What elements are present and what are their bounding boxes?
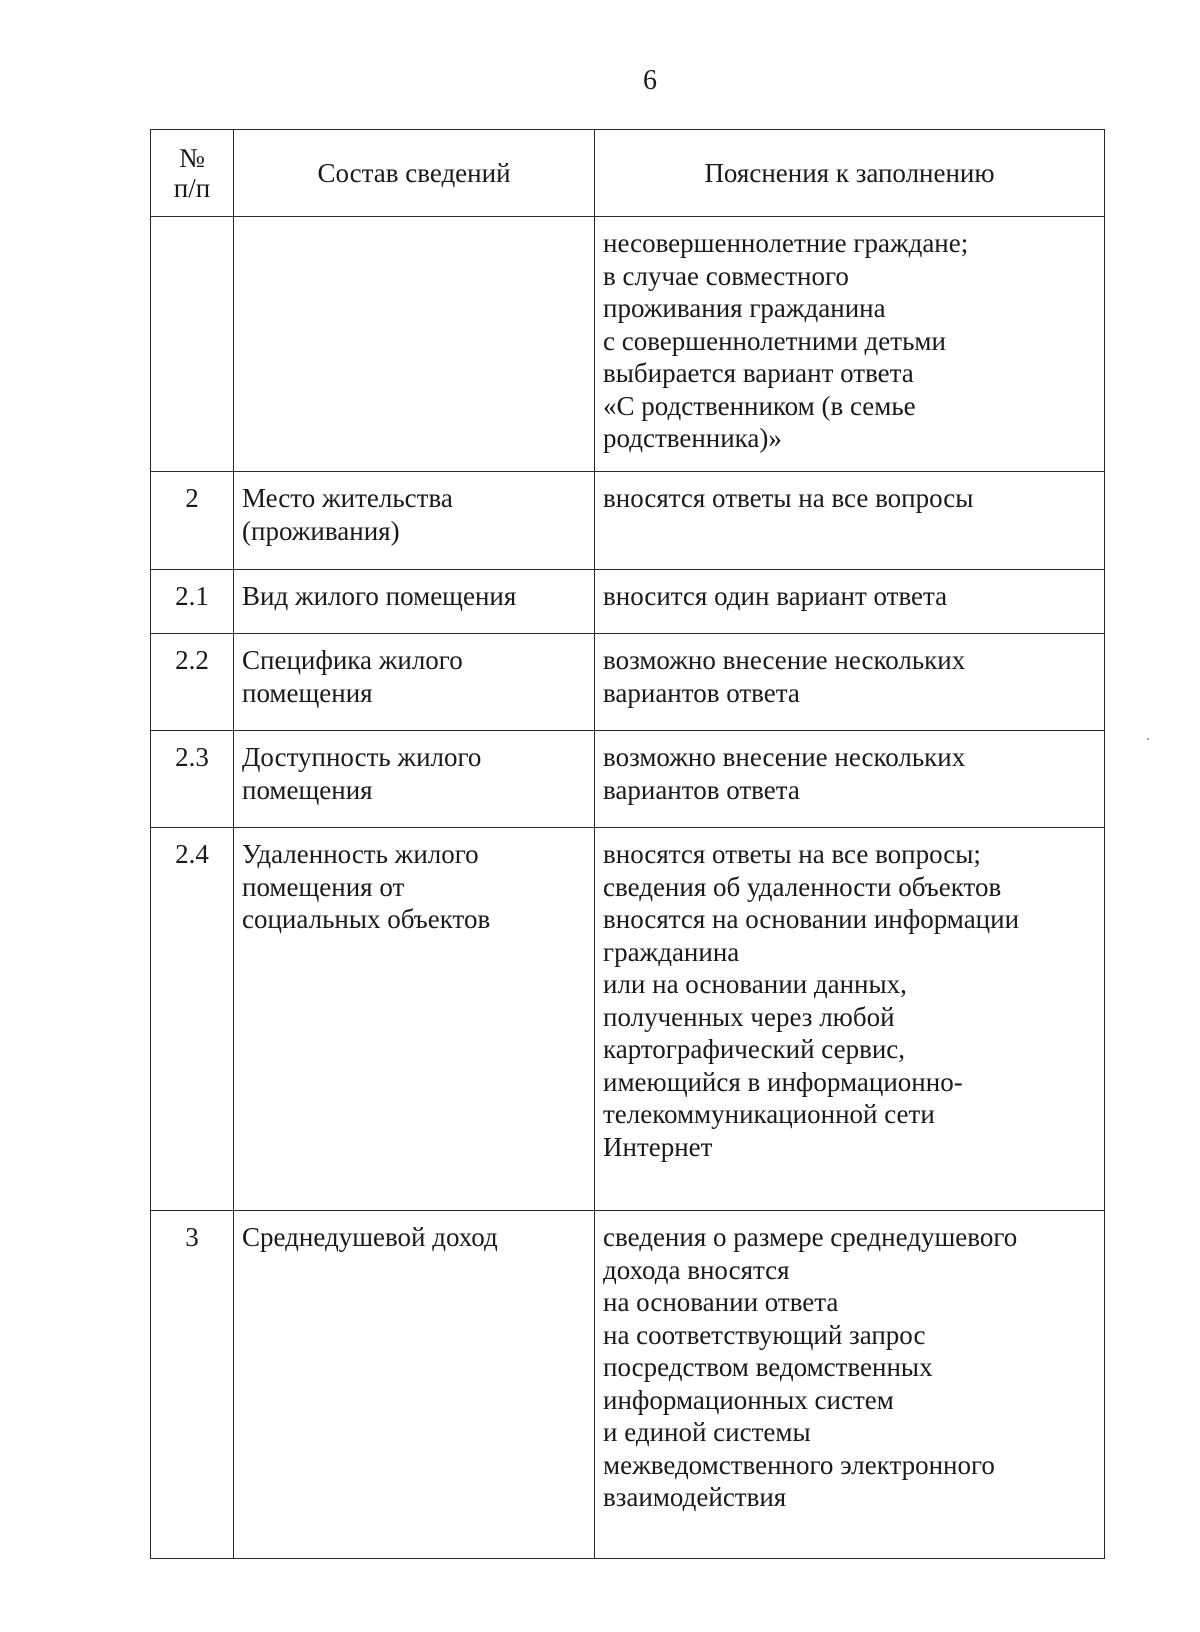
explanation-text-line: на соответствующий запрос bbox=[603, 1319, 926, 1350]
composition-cell bbox=[234, 828, 595, 1211]
row-number: 2.3 bbox=[175, 742, 209, 772]
composition-text-line: Вид жилого помещения bbox=[242, 581, 517, 611]
header-composition: Состав сведений bbox=[234, 130, 595, 217]
composition-cell bbox=[234, 1211, 595, 1559]
explanation-cell bbox=[595, 217, 1105, 472]
table-row bbox=[151, 828, 1105, 1211]
row-number: 2.1 bbox=[175, 581, 209, 611]
row-number-cell bbox=[151, 828, 234, 1211]
explanation-text-line: сведения о размере среднедушевого bbox=[603, 1222, 1018, 1252]
row-number-cell bbox=[151, 634, 234, 731]
explanation-text-line: возможно внесение нескольких bbox=[603, 742, 966, 772]
info-table-container bbox=[150, 129, 1104, 1559]
explanation-text-line: взаимодействия bbox=[603, 1482, 787, 1512]
explanation-text-line: посредством ведомственных bbox=[603, 1352, 933, 1382]
table-header-row bbox=[151, 130, 1105, 217]
composition-cell bbox=[234, 731, 595, 828]
explanation-text-line: имеющийся в информационно- bbox=[603, 1066, 963, 1097]
row-number: 2 bbox=[185, 483, 199, 513]
table-row bbox=[151, 570, 1105, 634]
composition-text-line: помещения bbox=[242, 774, 373, 805]
composition-cell bbox=[234, 634, 595, 731]
row-number-cell bbox=[151, 731, 234, 828]
explanation-text-line: вносится один вариант ответа bbox=[603, 581, 948, 611]
explanation-text-line: телекоммуникационной сети bbox=[603, 1099, 935, 1129]
explanation-cell bbox=[595, 731, 1105, 828]
explanation-text-line: вносятся ответы на все вопросы bbox=[603, 483, 974, 513]
explanation-text-line: сведения об удаленности объектов bbox=[603, 871, 1002, 902]
composition-text-line: Доступность жилого bbox=[242, 742, 482, 772]
explanation-text-line: или на основании данных, bbox=[603, 969, 907, 999]
explanation-text-line: возможно внесение нескольких bbox=[603, 645, 966, 675]
explanation-text-line: родственника)» bbox=[603, 423, 782, 453]
explanation-cell bbox=[595, 828, 1105, 1211]
info-table bbox=[150, 129, 1105, 1559]
explanation-text-line: несовершеннолетние граждане; bbox=[603, 228, 969, 258]
composition-cell bbox=[234, 217, 595, 472]
explanation-text-line: в случае совместного bbox=[603, 260, 849, 291]
composition-text-line: Специфика жилого bbox=[242, 645, 463, 675]
row-number: 2.4 bbox=[175, 839, 209, 869]
explanation-cell bbox=[595, 472, 1105, 570]
row-number-cell bbox=[151, 570, 234, 634]
table-row bbox=[151, 217, 1105, 472]
explanation-text-line: и единой системы bbox=[603, 1417, 811, 1447]
explanation-text-line: вариантов ответа bbox=[603, 774, 800, 805]
explanation-text-line: с совершеннолетними детьми bbox=[603, 325, 946, 356]
composition-text-line: Удаленность жилого bbox=[242, 839, 479, 869]
header-number-symbol: № bbox=[179, 143, 205, 173]
explanation-text-line: гражданина bbox=[603, 936, 740, 967]
table-row bbox=[151, 731, 1105, 828]
composition-text-line: помещения от bbox=[242, 871, 405, 902]
explanation-text-line: вносятся на основании информации bbox=[603, 904, 1020, 934]
explanation-text-line: проживания гражданина bbox=[603, 293, 886, 323]
composition-cell bbox=[234, 570, 595, 634]
explanation-text-line: информационных систем bbox=[603, 1384, 894, 1415]
row-number: 2.2 bbox=[175, 645, 209, 675]
explanation-text-line: картографический сервис, bbox=[603, 1034, 905, 1064]
page-number: 6 bbox=[643, 65, 657, 96]
header-number-abbr: п/п bbox=[173, 173, 211, 203]
row-number: 3 bbox=[185, 1222, 199, 1252]
explanation-text-line: полученных через любой bbox=[603, 1001, 895, 1032]
explanation-cell bbox=[595, 1211, 1105, 1559]
composition-text-line: помещения bbox=[242, 677, 373, 708]
explanation-text-line: на основании ответа bbox=[603, 1287, 839, 1317]
explanation-text-line: межведомственного электронного bbox=[603, 1449, 995, 1480]
composition-text-line: социальных объектов bbox=[242, 904, 491, 934]
header-number bbox=[151, 130, 234, 217]
composition-text-line: Среднедушевой доход bbox=[242, 1222, 498, 1252]
table-body bbox=[151, 217, 1105, 1559]
row-number-cell bbox=[151, 217, 234, 472]
header-explanations: Пояснения к заполнению bbox=[595, 130, 1105, 217]
explanation-text-line: дохода вносятся bbox=[603, 1254, 790, 1285]
composition-text-line: Место жительства bbox=[242, 483, 453, 513]
table-row bbox=[151, 472, 1105, 570]
explanation-text-line: выбирается вариант ответа bbox=[603, 358, 914, 388]
row-number-cell bbox=[151, 472, 234, 570]
composition-text-line: (проживания) bbox=[242, 515, 400, 546]
explanation-cell bbox=[595, 570, 1105, 634]
table-row bbox=[151, 1211, 1105, 1559]
table-row bbox=[151, 634, 1105, 731]
explanation-cell bbox=[595, 634, 1105, 731]
explanation-text-line: Интернет bbox=[603, 1131, 713, 1162]
explanation-text-line: вносятся ответы на все вопросы; bbox=[603, 839, 981, 869]
scan-artifact-dot bbox=[1147, 738, 1149, 740]
explanation-text-line: «С родственником (в семье bbox=[603, 390, 916, 421]
row-number-cell bbox=[151, 1211, 234, 1559]
explanation-text-line: вариантов ответа bbox=[603, 677, 800, 708]
composition-cell bbox=[234, 472, 595, 570]
